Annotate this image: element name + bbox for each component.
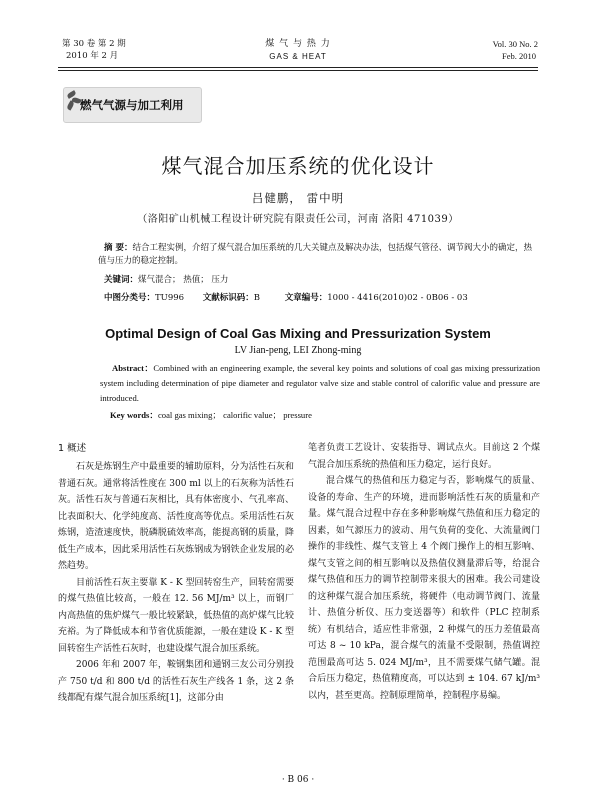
body-column-right: [308, 440, 540, 704]
body-paragraph: 目前活性石灰主要靠 K - K 型回转窑生产，回转窑需要的煤气热值比较高，一般在 12. 56 MJ/m³ 以上，而钢厂内高热值的焦炉煤气一般比较紧缺，低热值的高炉煤气比较充裕。为了降低成本和节省优质能源，一般在建设 K - K 型回转窑生产活性石灰时，也建设煤气混合加压系统。: [58, 577, 294, 654]
abstract-cn-text: 结合工程实例，介绍了煤气混合加压系统的几大关键点及解决办法，包括煤气管径、调节阀大小的确定，热值与压力的稳定控制。: [98, 243, 532, 266]
affiliation-cn: （洛阳矿山机械工程设计研究院有限责任公司，河南 洛阳 471039）: [137, 214, 459, 225]
abstract-en-label: Abstract：: [112, 363, 154, 373]
clc-value: TU996: [155, 293, 185, 303]
authors-cn: 吕健鹏， 雷中明: [251, 191, 345, 205]
journal-volume-en: Vol. 30 No. 2: [492, 39, 538, 49]
abstract-en-text: Combined with an engineering example, the several key points and solutions of coal gas mixing pressurization system including determination of pipe diameter and regulator valve size and stable control of calorific value and pressure are introduced.: [100, 363, 540, 403]
journal-date-en: Feb. 2010: [502, 51, 536, 61]
article-no-label: 文章编号：: [284, 293, 328, 303]
keywords-cn: [104, 274, 544, 287]
body-column-left: [58, 459, 294, 707]
keywords-en-text: coal gas mixing； calorific value； pressure: [157, 410, 312, 420]
page-number: · B 06 ·: [281, 775, 315, 785]
abstract-cn: [98, 242, 538, 268]
article-title-en: Optimal Design of Coal Gas Mixing and Pressurization System: [105, 326, 491, 341]
header-rule-bottom: [58, 70, 538, 71]
section-banner-label: 燃气气源与加工利用: [80, 98, 184, 112]
body-paragraph: 混合煤气的热值和压力稳定与否，影响煤气的质量、设备的寿命、生产的环境，进而影响活性石灰的质量和产量。煤气混合过程中存在多种影响煤气热值和压力稳定的因素，如气源压力的波动、用气负荷的变化、大流量阀门操作的非线性、煤气支管上 4 个阀门操作上的相互影响、煤气支管之间的相互影响以及热值仪测量滞后等，给混合煤气热值和压力的调节控制带来很大的困难。我公司建设的这种煤气混合加压系统，将硬件（电动调节阀门、流量计、热值分析仪、压力变送器等）和软件（PLC 控制系统）有机结合，适应性非常强，2 种煤气的压力差值最高可达 8 ~ 10 kPa，混合煤气的流量不受限制，热值调控范围最高可达 5. 024 MJ/m³，且不需要煤气储气罐。混合后压力稳定，热值精度高，可以达到 ± 104. 67 kJ/m³ 以内，甚至更高。控制原理简单，控制程序易编。: [308, 476, 540, 701]
keywords-cn-label: 关键词：: [104, 275, 139, 285]
classification-line: [104, 292, 544, 305]
doc-code-value: B: [253, 293, 261, 303]
article-no-value: 1000 - 4416(2010)02 - 0B06 - 03: [327, 293, 468, 303]
journal-date-cn: 2010 年 2 月: [66, 51, 119, 61]
abstract-en: [100, 361, 540, 406]
journal-name-cn: 煤 气 与 热 力: [265, 39, 331, 49]
keywords-cn-text: 煤气混合； 热值； 压力: [138, 275, 229, 285]
clc-label: 中图分类号：: [104, 293, 156, 303]
section-heading-1: 1 概述: [58, 443, 87, 454]
article-title-cn: 煤气混合加压系统的优化设计: [161, 154, 435, 178]
journal-name-en: GAS & HEAT: [269, 52, 327, 61]
journal-volume-issue: 第 30 卷 第 2 期: [62, 39, 126, 49]
authors-en: LV Jian-peng, LEI Zhong-ming: [234, 345, 362, 356]
header-rule-top: [58, 67, 538, 68]
keywords-en: [110, 409, 550, 421]
body-paragraph: 石灰是炼钢生产中最重要的辅助原料，分为活性石灰和普通石灰。通常将活性度在 300 ml 以上的石灰称为活性石灰。活性石灰与普通石灰相比，具有体密度小、气孔率高、比表面积大、化学纯度高、活性度高等优点。采用活性石灰炼钢，造渣速度快，脱磷脱硫效率高，能提高钢的质量，降低生产成本，因此采用活性石灰炼钢成为钢铁企业发展的必然趋势。: [58, 462, 294, 571]
doc-code-label: 文献标识码：: [202, 293, 254, 303]
body-paragraph: 2006 年和 2007 年，鞍钢集团和通钢三友公司分别投产 750 t/d 和 800 t/d 的活性石灰生产线各 1 条，这 2 条线都配有煤气混合加压系统[1]，这部分由: [58, 660, 294, 703]
leaf-ornament-icon: [66, 100, 75, 110]
body-paragraph: 笔者负责工艺设计、安装指导、调试点火。目前这 2 个煤气混合加压系统的热值和压力稳定，运行良好。: [308, 443, 540, 470]
abstract-cn-label: 摘 要：: [104, 243, 133, 253]
keywords-en-label: Key words：: [110, 410, 158, 420]
